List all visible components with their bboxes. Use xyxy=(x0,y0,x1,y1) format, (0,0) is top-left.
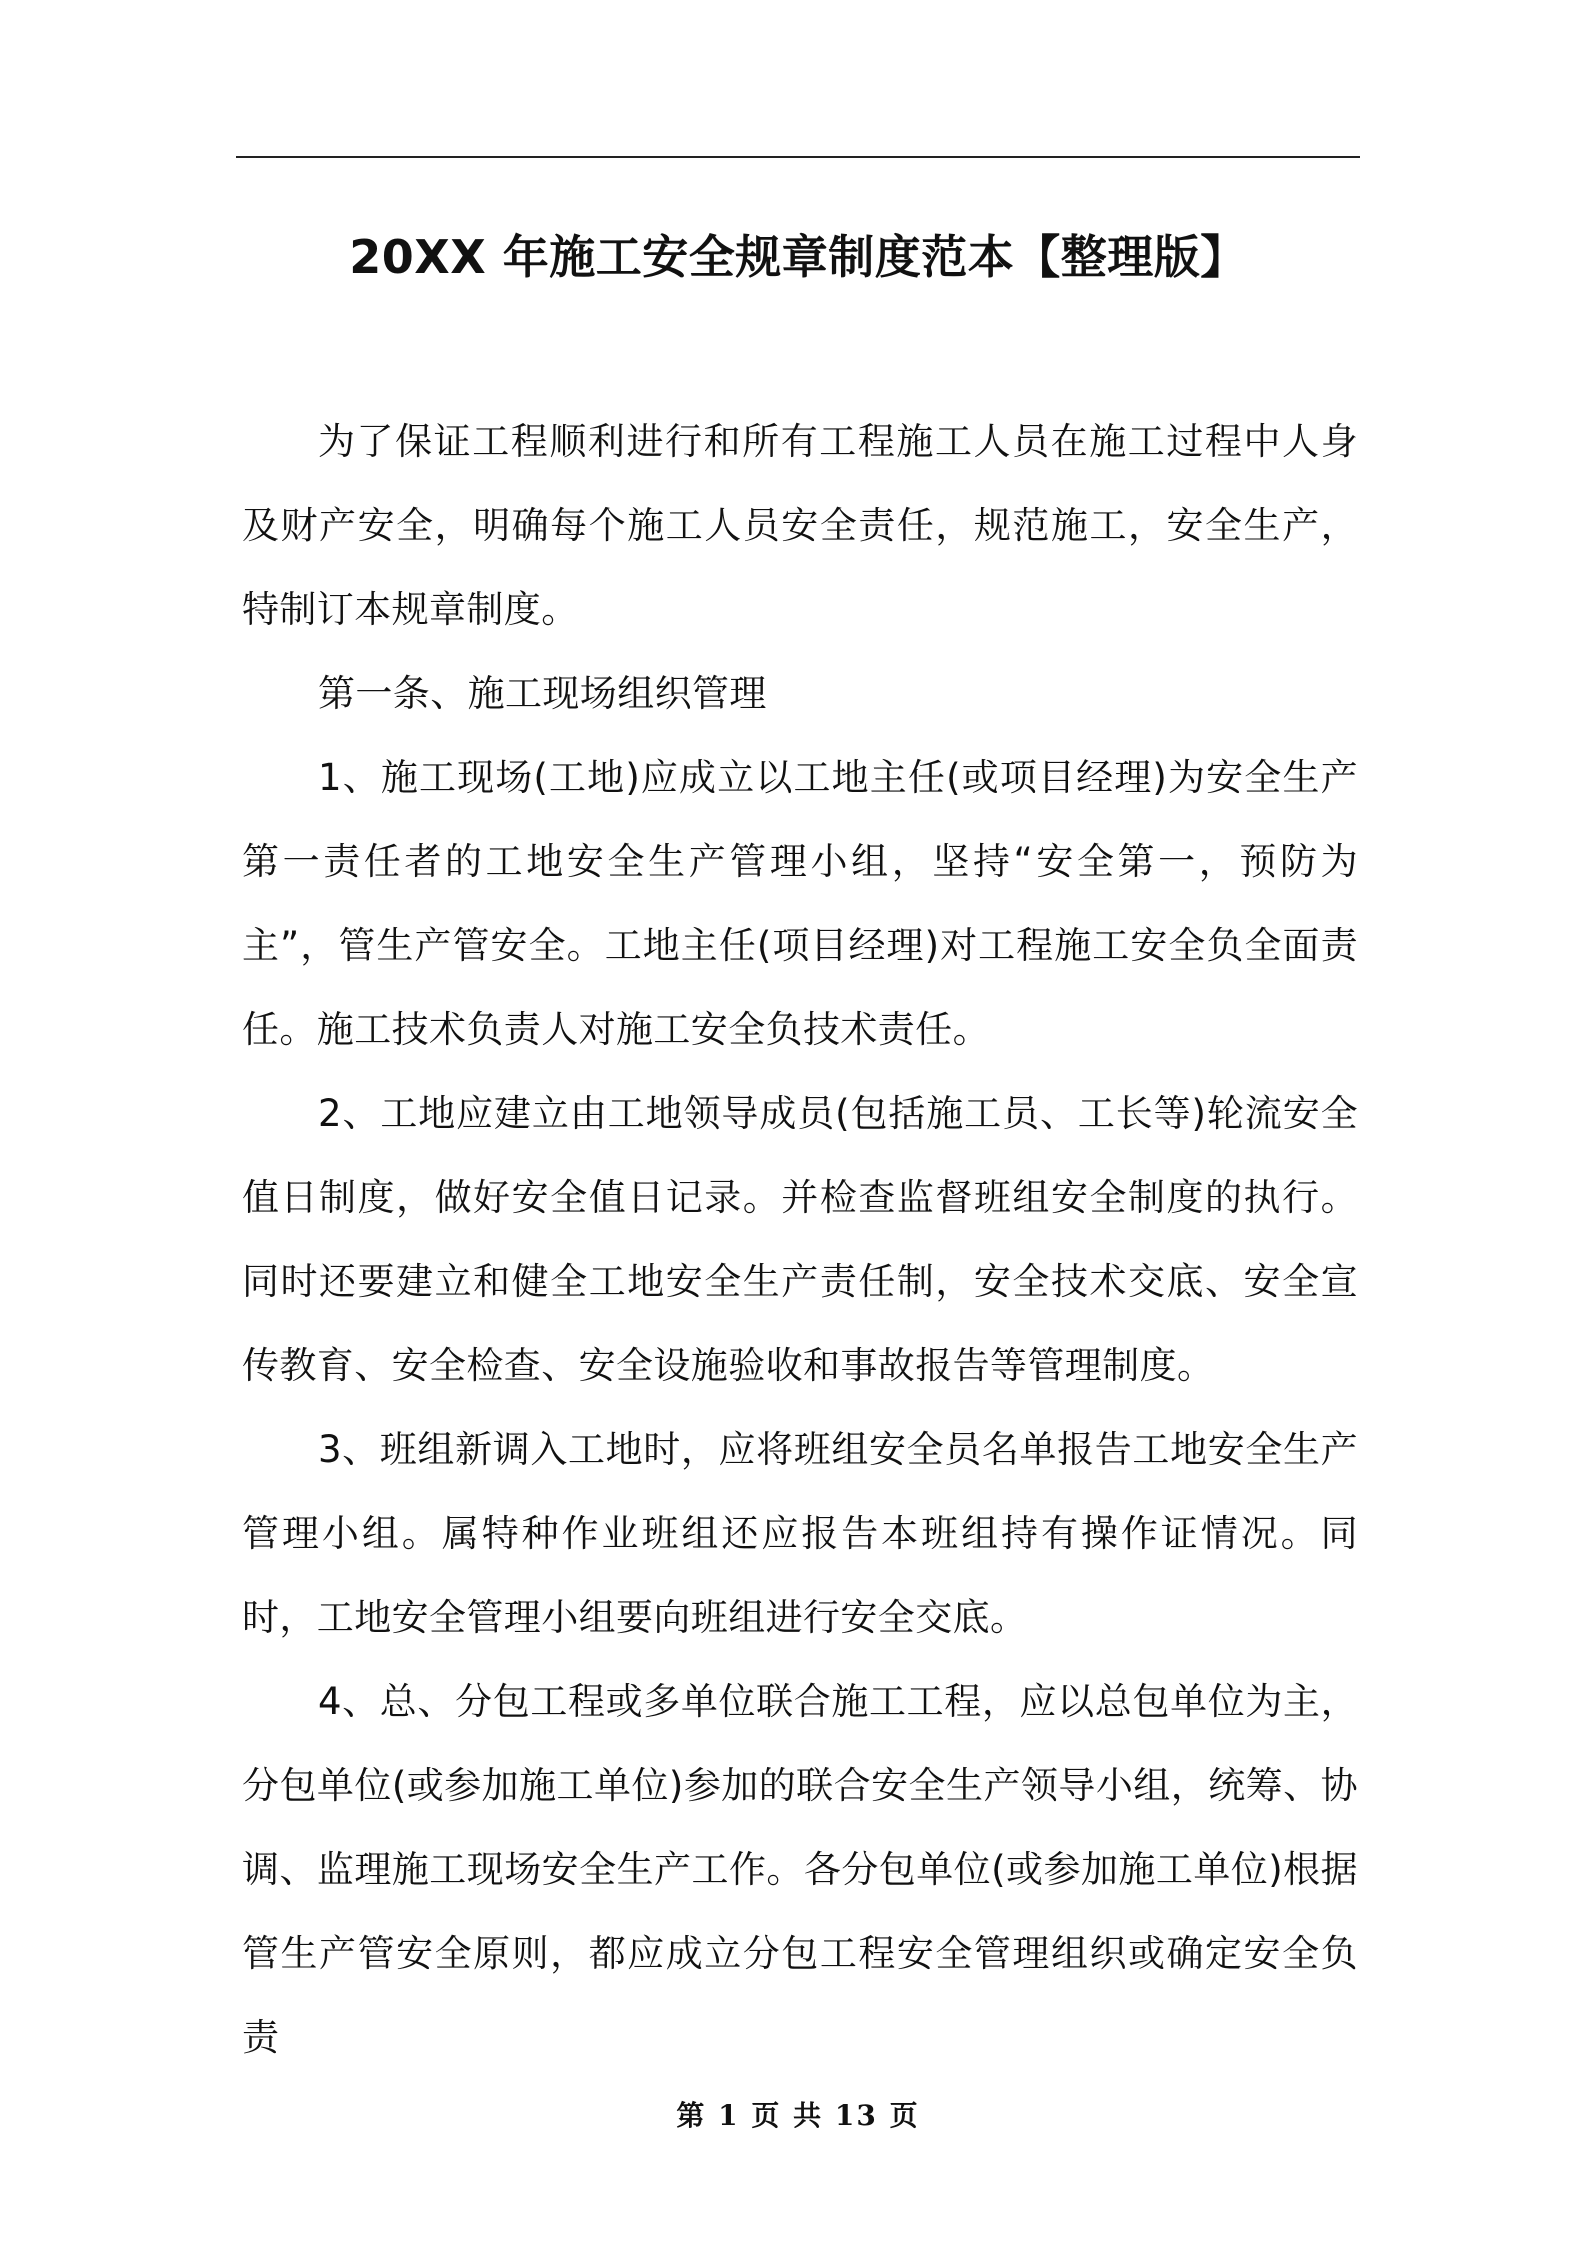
clause-3-paragraph: 3、班组新调入工地时，应将班组安全员名单报告工地安全生产管理小组。属特种作业班组还应报告本班组持有操作证情况。同时，工地安全管理小组要向班组进行安全交底。 xyxy=(242,1428,1358,1639)
page-number-footer: 第 1 页 共 13 页 xyxy=(676,2099,920,2132)
document-title: 20XX 年施工安全规章制度范本【整理版】 xyxy=(349,230,1247,284)
clause-4-paragraph: 4、总、分包工程或多单位联合施工工程，应以总包单位为主，分包单位(或参加施工单位)参加的联合安全生产领导小组，统筹、协调、监理施工现场安全生产工作。各分包单位(或参加施工单位)根据管生产管安全原则，都应成立分包工程安全管理组织或确定安全负责 xyxy=(242,1680,1358,2059)
document-body xyxy=(242,400,1358,2080)
clause-1-paragraph: 1、施工现场(工地)应成立以工地主任(或项目经理)为安全生产第一责任者的工地安全生产管理小组，坚持“安全第一，预防为主”，管生产管安全。工地主任(项目经理)对工程施工安全负全面责任。施工技术负责人对施工安全负技术责任。 xyxy=(242,756,1358,1051)
header-rule xyxy=(236,156,1360,158)
clause-2-paragraph: 2、工地应建立由工地领导成员(包括施工员、工长等)轮流安全值日制度，做好安全值日记录。并检查监督班组安全制度的执行。同时还要建立和健全工地安全生产责任制，安全技术交底、安全宣传教育、安全检查、安全设施验收和事故报告等管理制度。 xyxy=(242,1092,1358,1387)
intro-paragraph: 为了保证工程顺利进行和所有工程施工人员在施工过程中人身及财产安全，明确每个施工人员安全责任，规范施工，安全生产，特制订本规章制度。 xyxy=(242,420,1358,631)
article-heading: 第一条、施工现场组织管理 xyxy=(318,672,767,715)
